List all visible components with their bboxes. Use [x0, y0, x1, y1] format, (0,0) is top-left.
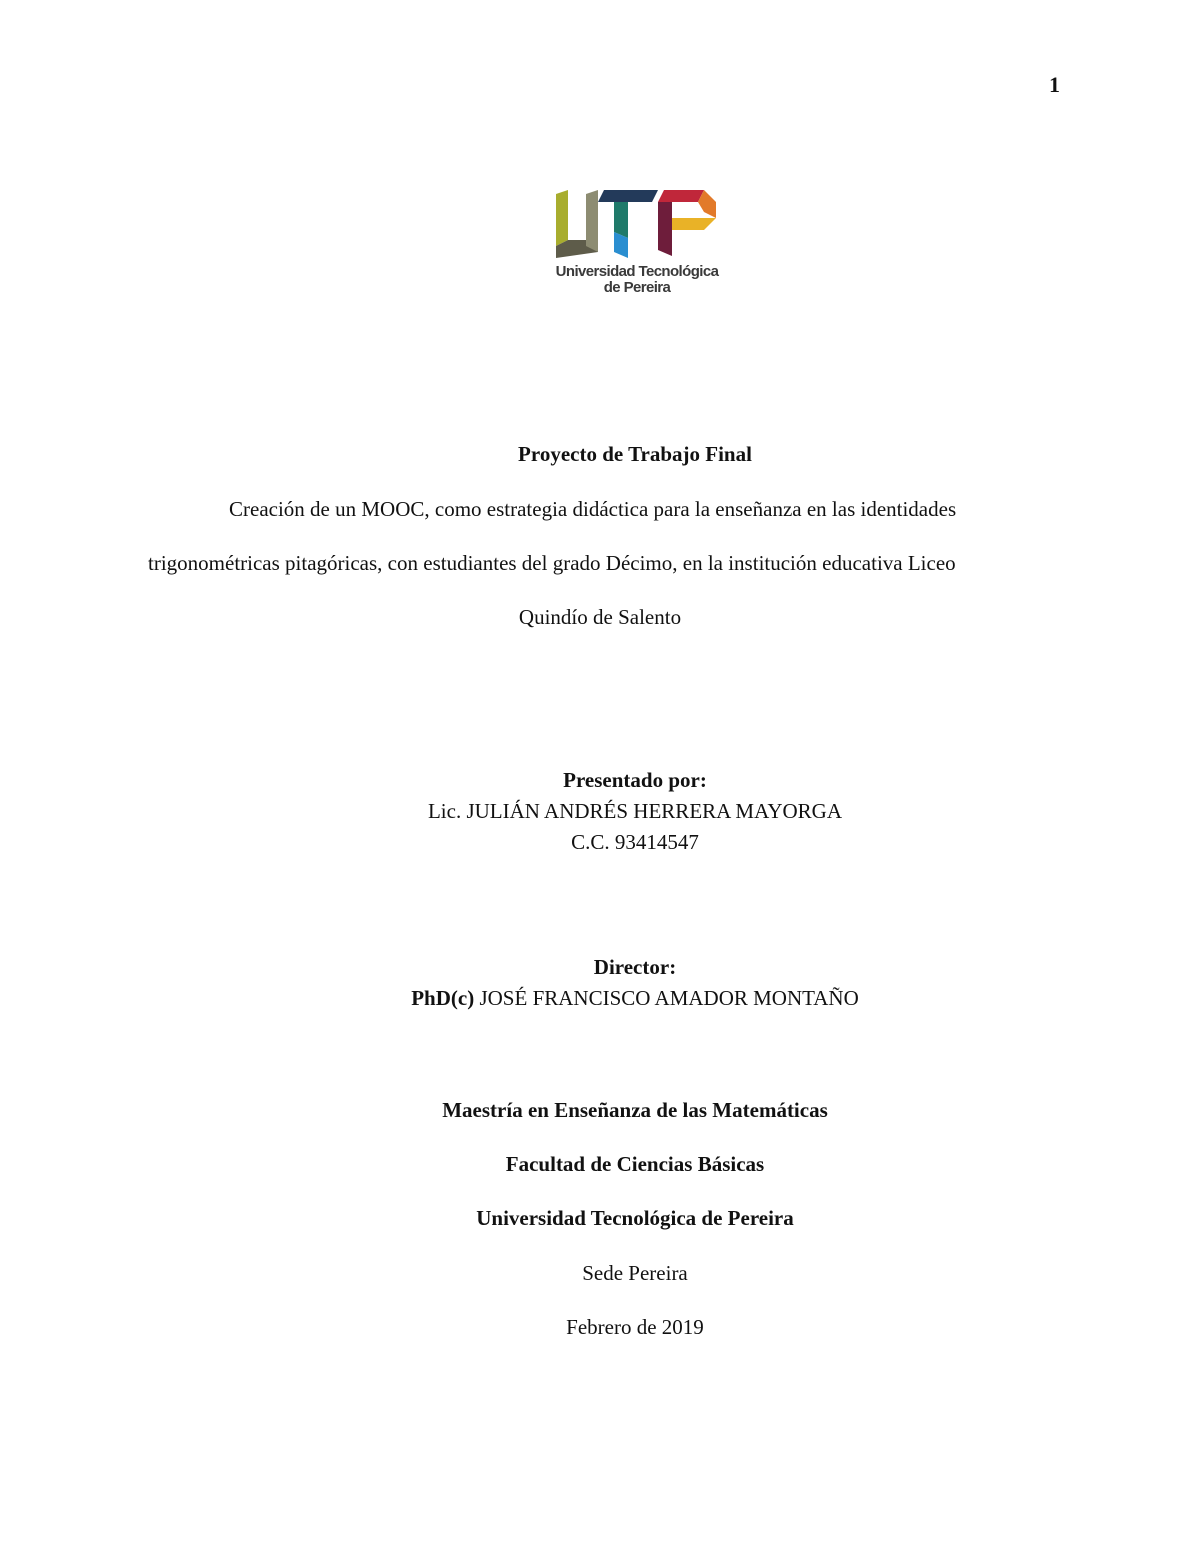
utp-logo-mark — [554, 188, 720, 260]
author-id: C.C. 93414547 — [571, 830, 699, 854]
logo-u-right-stroke — [586, 190, 598, 252]
logo-u-left-stroke — [556, 190, 568, 246]
description-line-2: trigonométricas pitagóricas, con estudiantes del grado Décimo, en la institución educativa Liceo — [148, 551, 956, 575]
logo-p-top — [658, 190, 704, 202]
author-name: Lic. JULIÁN ANDRÉS HERRERA MAYORGA — [427, 799, 842, 823]
director-label: Director: — [593, 955, 677, 979]
logo-p-bowl-bottom — [672, 218, 716, 230]
description-line-3: Quindío de Salento — [518, 605, 682, 629]
university-name: Universidad Tecnológica de Pereira — [476, 1206, 794, 1230]
description-line-1: Creación de un MOOC, como estrategia didáctica para la enseñanza en las identidades — [229, 497, 957, 521]
document-date: Febrero de 2019 — [566, 1315, 704, 1339]
director-line — [35, 986, 1200, 1011]
director-title: PhD(c) — [411, 986, 475, 1010]
logo-p-stem — [658, 202, 672, 256]
logo-text-line1: Universidad Tecnológica — [555, 263, 719, 280]
page-number: 1 — [1049, 72, 1060, 97]
director-name: JOSÉ FRANCISCO AMADOR MONTAÑO — [479, 986, 859, 1010]
logo-t-bar — [598, 190, 658, 202]
presented-by-label: Presentado por: — [563, 768, 707, 792]
campus-name: Sede Pereira — [582, 1261, 688, 1285]
document-title: Proyecto de Trabajo Final — [518, 442, 752, 466]
faculty-name: Facultad de Ciencias Básicas — [505, 1152, 765, 1176]
logo-t-stem-top — [614, 202, 628, 238]
utp-logo — [554, 188, 720, 300]
logo-text-line2: de Pereira — [603, 279, 671, 296]
program-name: Maestría en Enseñanza de las Matemáticas — [442, 1098, 828, 1122]
